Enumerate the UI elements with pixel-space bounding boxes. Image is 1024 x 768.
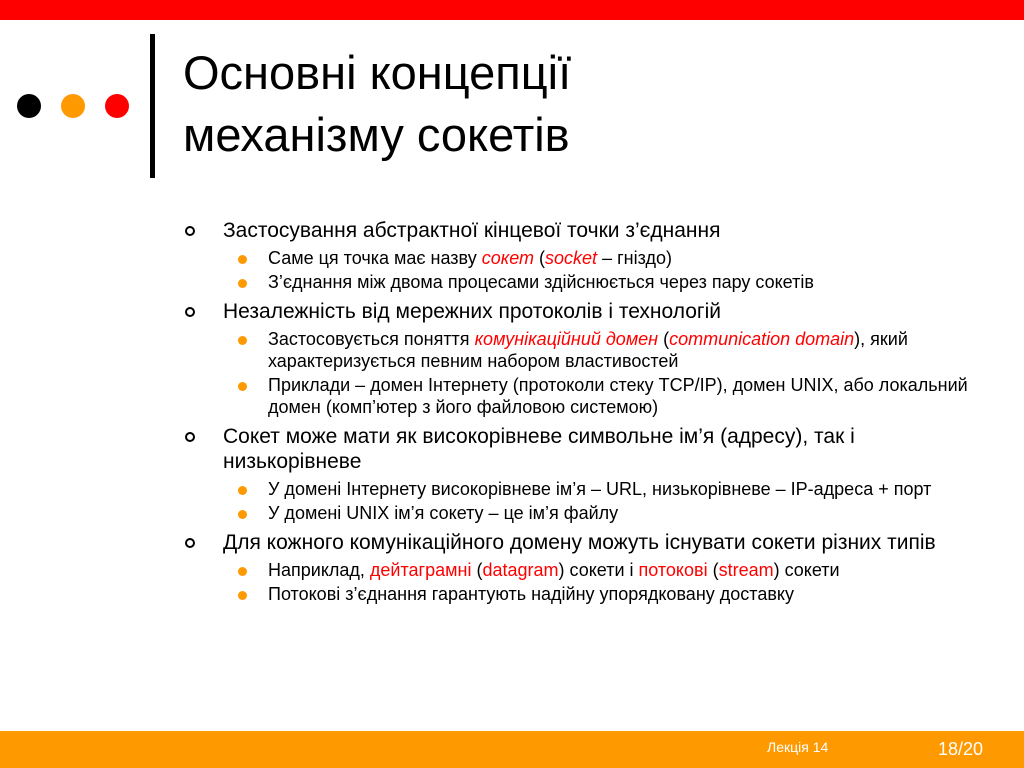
term-stream-en: stream xyxy=(718,560,774,580)
term-socket-en: socket xyxy=(545,248,598,268)
bullet-2-1 xyxy=(180,328,970,372)
bullet-2-text: Незалежність від мережних протоколів і технологій xyxy=(223,300,721,323)
bullet-3-1-text: У домені Інтернету високорівневе ім’я – URL, низькорівневе – IP-адреса + порт xyxy=(268,479,932,499)
bullet-2-2 xyxy=(180,374,970,418)
bullet-1 xyxy=(180,218,970,243)
term-datagram-en: datagram xyxy=(482,560,559,580)
bullet-dot-icon xyxy=(238,591,247,600)
slide-content xyxy=(180,218,970,605)
title-line-2: механізму сокетів xyxy=(183,108,570,161)
bullet-1-text: Застосування абстрактної кінцевої точки з’єднання xyxy=(223,219,721,242)
bullet-4 xyxy=(180,530,970,555)
term-datagram-ua: дейтаграмні xyxy=(369,560,472,580)
text-fragment: – гніздо) xyxy=(597,248,672,268)
bullet-1-2 xyxy=(180,271,970,293)
slide-title xyxy=(183,42,983,166)
text-fragment: ( xyxy=(471,560,483,580)
bullet-circle-icon xyxy=(185,432,195,442)
bullet-4-text: Для кожного комунікаційного домену можуть існувати сокети різних типів xyxy=(223,531,936,554)
slide-page-number: 18/20 xyxy=(938,739,984,759)
text-fragment: ( xyxy=(658,329,670,349)
text-fragment: Наприклад, xyxy=(268,560,370,580)
bullet-4-1 xyxy=(180,559,970,581)
decor-dot-orange xyxy=(61,94,85,118)
bullet-dot-icon xyxy=(238,336,247,345)
bullet-dot-icon xyxy=(238,255,247,264)
bullet-2-2-text: Приклади – домен Інтернету (протоколи стеку TCP/IP), домен UNIX, або локальний домен (комп’ютер з його файловою системою) xyxy=(268,375,968,417)
term-domain-ua: комунікаційний домен xyxy=(474,329,659,349)
decor-dot-red xyxy=(105,94,129,118)
bullet-3-1 xyxy=(180,478,970,500)
text-fragment: ) сокети і xyxy=(558,560,639,580)
top-accent-bar xyxy=(0,0,1024,20)
text-fragment: ( xyxy=(707,560,719,580)
term-domain-en: communication domain xyxy=(669,329,855,349)
term-stream-ua: потокові xyxy=(638,560,708,580)
text-fragment: Застосовується поняття xyxy=(268,329,475,349)
bullet-4-2 xyxy=(180,583,970,605)
bullet-circle-icon xyxy=(185,538,195,548)
bullet-4-2-text: Потокові з’єднання гарантують надійну упорядковану доставку xyxy=(268,584,794,604)
bullet-circle-icon xyxy=(185,307,195,317)
bullet-dot-icon xyxy=(238,510,247,519)
text-fragment: ), який характеризується певним набором властивостей xyxy=(268,329,908,371)
bullet-dot-icon xyxy=(238,382,247,391)
bullet-dot-icon xyxy=(238,279,247,288)
bullet-3-2 xyxy=(180,502,970,524)
bullet-2 xyxy=(180,299,970,324)
footer-lecture-label: Лекція 14 xyxy=(767,739,829,755)
bullet-3 xyxy=(180,424,970,474)
title-line-1: Основні концепції xyxy=(183,46,572,99)
decor-dot-black xyxy=(17,94,41,118)
bullet-circle-icon xyxy=(185,226,195,236)
bullet-3-text: Сокет може мати як високорівневе символьне ім’я (адресу), так і низькорівневе xyxy=(223,425,855,473)
text-fragment: Саме ця точка має назву xyxy=(268,248,482,268)
text-fragment: ) сокети xyxy=(773,560,840,580)
bullet-1-2-text: З’єднання між двома процесами здійснюється через пару сокетів xyxy=(268,272,814,292)
title-divider xyxy=(150,34,155,178)
bullet-1-1 xyxy=(180,247,970,269)
term-socket-ua: сокет xyxy=(481,248,535,268)
bullet-dot-icon xyxy=(238,567,247,576)
bullet-3-2-text: У домені UNIX ім’я сокету – це ім’я файлу xyxy=(268,503,619,523)
bullet-dot-icon xyxy=(238,486,247,495)
text-fragment: ( xyxy=(534,248,546,268)
bottom-accent-bar xyxy=(0,731,1024,768)
